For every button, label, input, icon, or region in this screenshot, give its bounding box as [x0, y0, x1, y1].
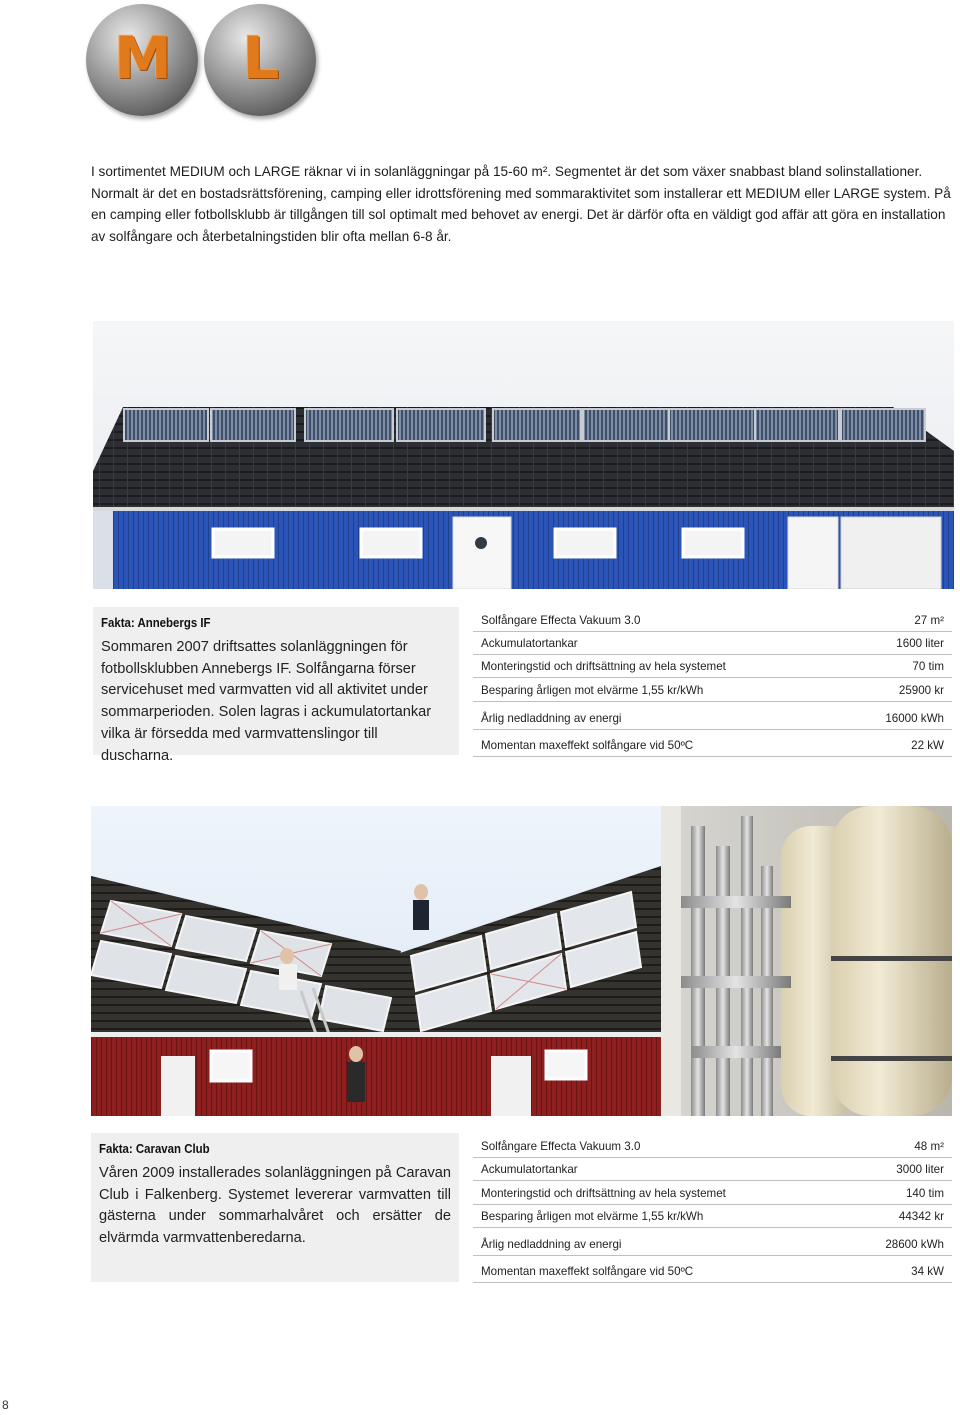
spec-label: Solfångare Effecta Vakuum 3.0: [481, 614, 641, 627]
spec-value: 48 m²: [914, 1140, 944, 1153]
photo-accumulator-tanks: [661, 806, 952, 1116]
photo-annebergs-servicehouse: [93, 321, 954, 589]
spec-value: 25900 kr: [898, 684, 944, 697]
logo-letter-m: M: [114, 24, 170, 92]
spec-table-annebergs: [473, 609, 952, 759]
spec-row: [473, 655, 952, 678]
fact-text-annebergs: Sommaren 2007 driftsattes solanläggningen för fotbollsklubben Annebergs IF. Solfångarna förser servicehuset med varmvatten vid all aktivitet under sommarperioden. Solen lagras i ackumulatortankar vilka är försedda med varmvattenslingor till duscharna.: [101, 639, 432, 764]
spec-row: [473, 1158, 952, 1181]
page-number: 8: [2, 1398, 9, 1412]
spec-row: [473, 1256, 952, 1283]
spec-label: Ackumulatortankar: [481, 1163, 578, 1176]
spec-table-caravan: [473, 1135, 952, 1285]
photo-annebergs-illustration: [93, 321, 954, 589]
spec-value: 140 tim: [905, 1187, 944, 1200]
photo-caravan-installation: [91, 806, 661, 1116]
photo-caravan-installation-illustration: [91, 806, 661, 1116]
logo-sphere-m: [86, 4, 198, 116]
spec-value: 22 kW: [911, 739, 944, 752]
spec-value: 16000 kWh: [885, 712, 944, 725]
spec-row: [473, 678, 952, 702]
spec-label: Momentan maxeffekt solfångare vid 50ºC: [481, 1265, 694, 1278]
spec-label: Besparing årligen mot elvärme 1,55 kr/kWh: [481, 1210, 704, 1223]
fact-title-caravan: Fakta: Caravan Club: [99, 1141, 210, 1156]
fact-box-caravan: [91, 1133, 459, 1282]
spec-row: [473, 1205, 952, 1228]
spec-row: [473, 609, 952, 632]
spec-row: [473, 632, 952, 655]
spec-value: 70 tim: [912, 660, 944, 673]
fact-text-caravan: Våren 2009 installerades solanläggningen på Caravan Club i Falkenberg. Systemet levererar varmvatten till gästerna under sommarhalvåret och ersätter de elvärmda varmvattenberedarna.: [99, 1165, 451, 1247]
spec-label: Monteringstid och driftsättning av hela systemet: [481, 1187, 726, 1200]
spec-label: Momentan maxeffekt solfångare vid 50ºC: [481, 739, 694, 752]
spec-label: Solfångare Effecta Vakuum 3.0: [481, 1140, 641, 1153]
spec-label: Ackumulatortankar: [481, 637, 578, 650]
logo-letter-l: L: [242, 24, 278, 92]
spec-row: [473, 730, 952, 757]
spec-row: [473, 702, 952, 730]
spec-label: Besparing årligen mot elvärme 1,55 kr/kWh: [481, 684, 704, 697]
spec-value: 1600 liter: [896, 637, 944, 650]
spec-row: [473, 1181, 952, 1205]
spec-value: 27 m²: [914, 614, 944, 627]
photo-tanks-illustration: [661, 806, 952, 1116]
spec-value: 44342 kr: [898, 1210, 944, 1223]
spec-value: 34 kW: [911, 1265, 944, 1278]
intro-paragraph: I sortimentet MEDIUM och LARGE räknar vi in solanläggningar på 15-60 m². Segmentet är det som växer snabbast bland solinstallationer. Normalt är det en bostadsrättsförening, camping eller idrottsförening med sommaraktivitet som installerar ett MEDIUM eller LARGE system. På en camping eller fotbollsklubb är tillgången till sol optimalt med behovet av energi. Det är därför ofta en väldigt god affär att göra en installation av solfångare och återbetalningstiden blir ofta mellan 6-8 år.: [91, 164, 951, 244]
spec-label: Monteringstid och driftsättning av hela systemet: [481, 660, 726, 673]
spec-label: Årlig nedladdning av energi: [481, 712, 622, 725]
logo-sphere-l: [204, 4, 316, 116]
spec-row: [473, 1228, 952, 1256]
spec-row: [473, 1135, 952, 1158]
fact-title-annebergs: Fakta: Annebergs IF: [101, 615, 211, 630]
fact-box-annebergs: [93, 607, 459, 764]
spec-label: Årlig nedladdning av energi: [481, 1238, 622, 1251]
spec-value: 3000 liter: [896, 1163, 944, 1176]
spec-value: 28600 kWh: [885, 1238, 944, 1251]
